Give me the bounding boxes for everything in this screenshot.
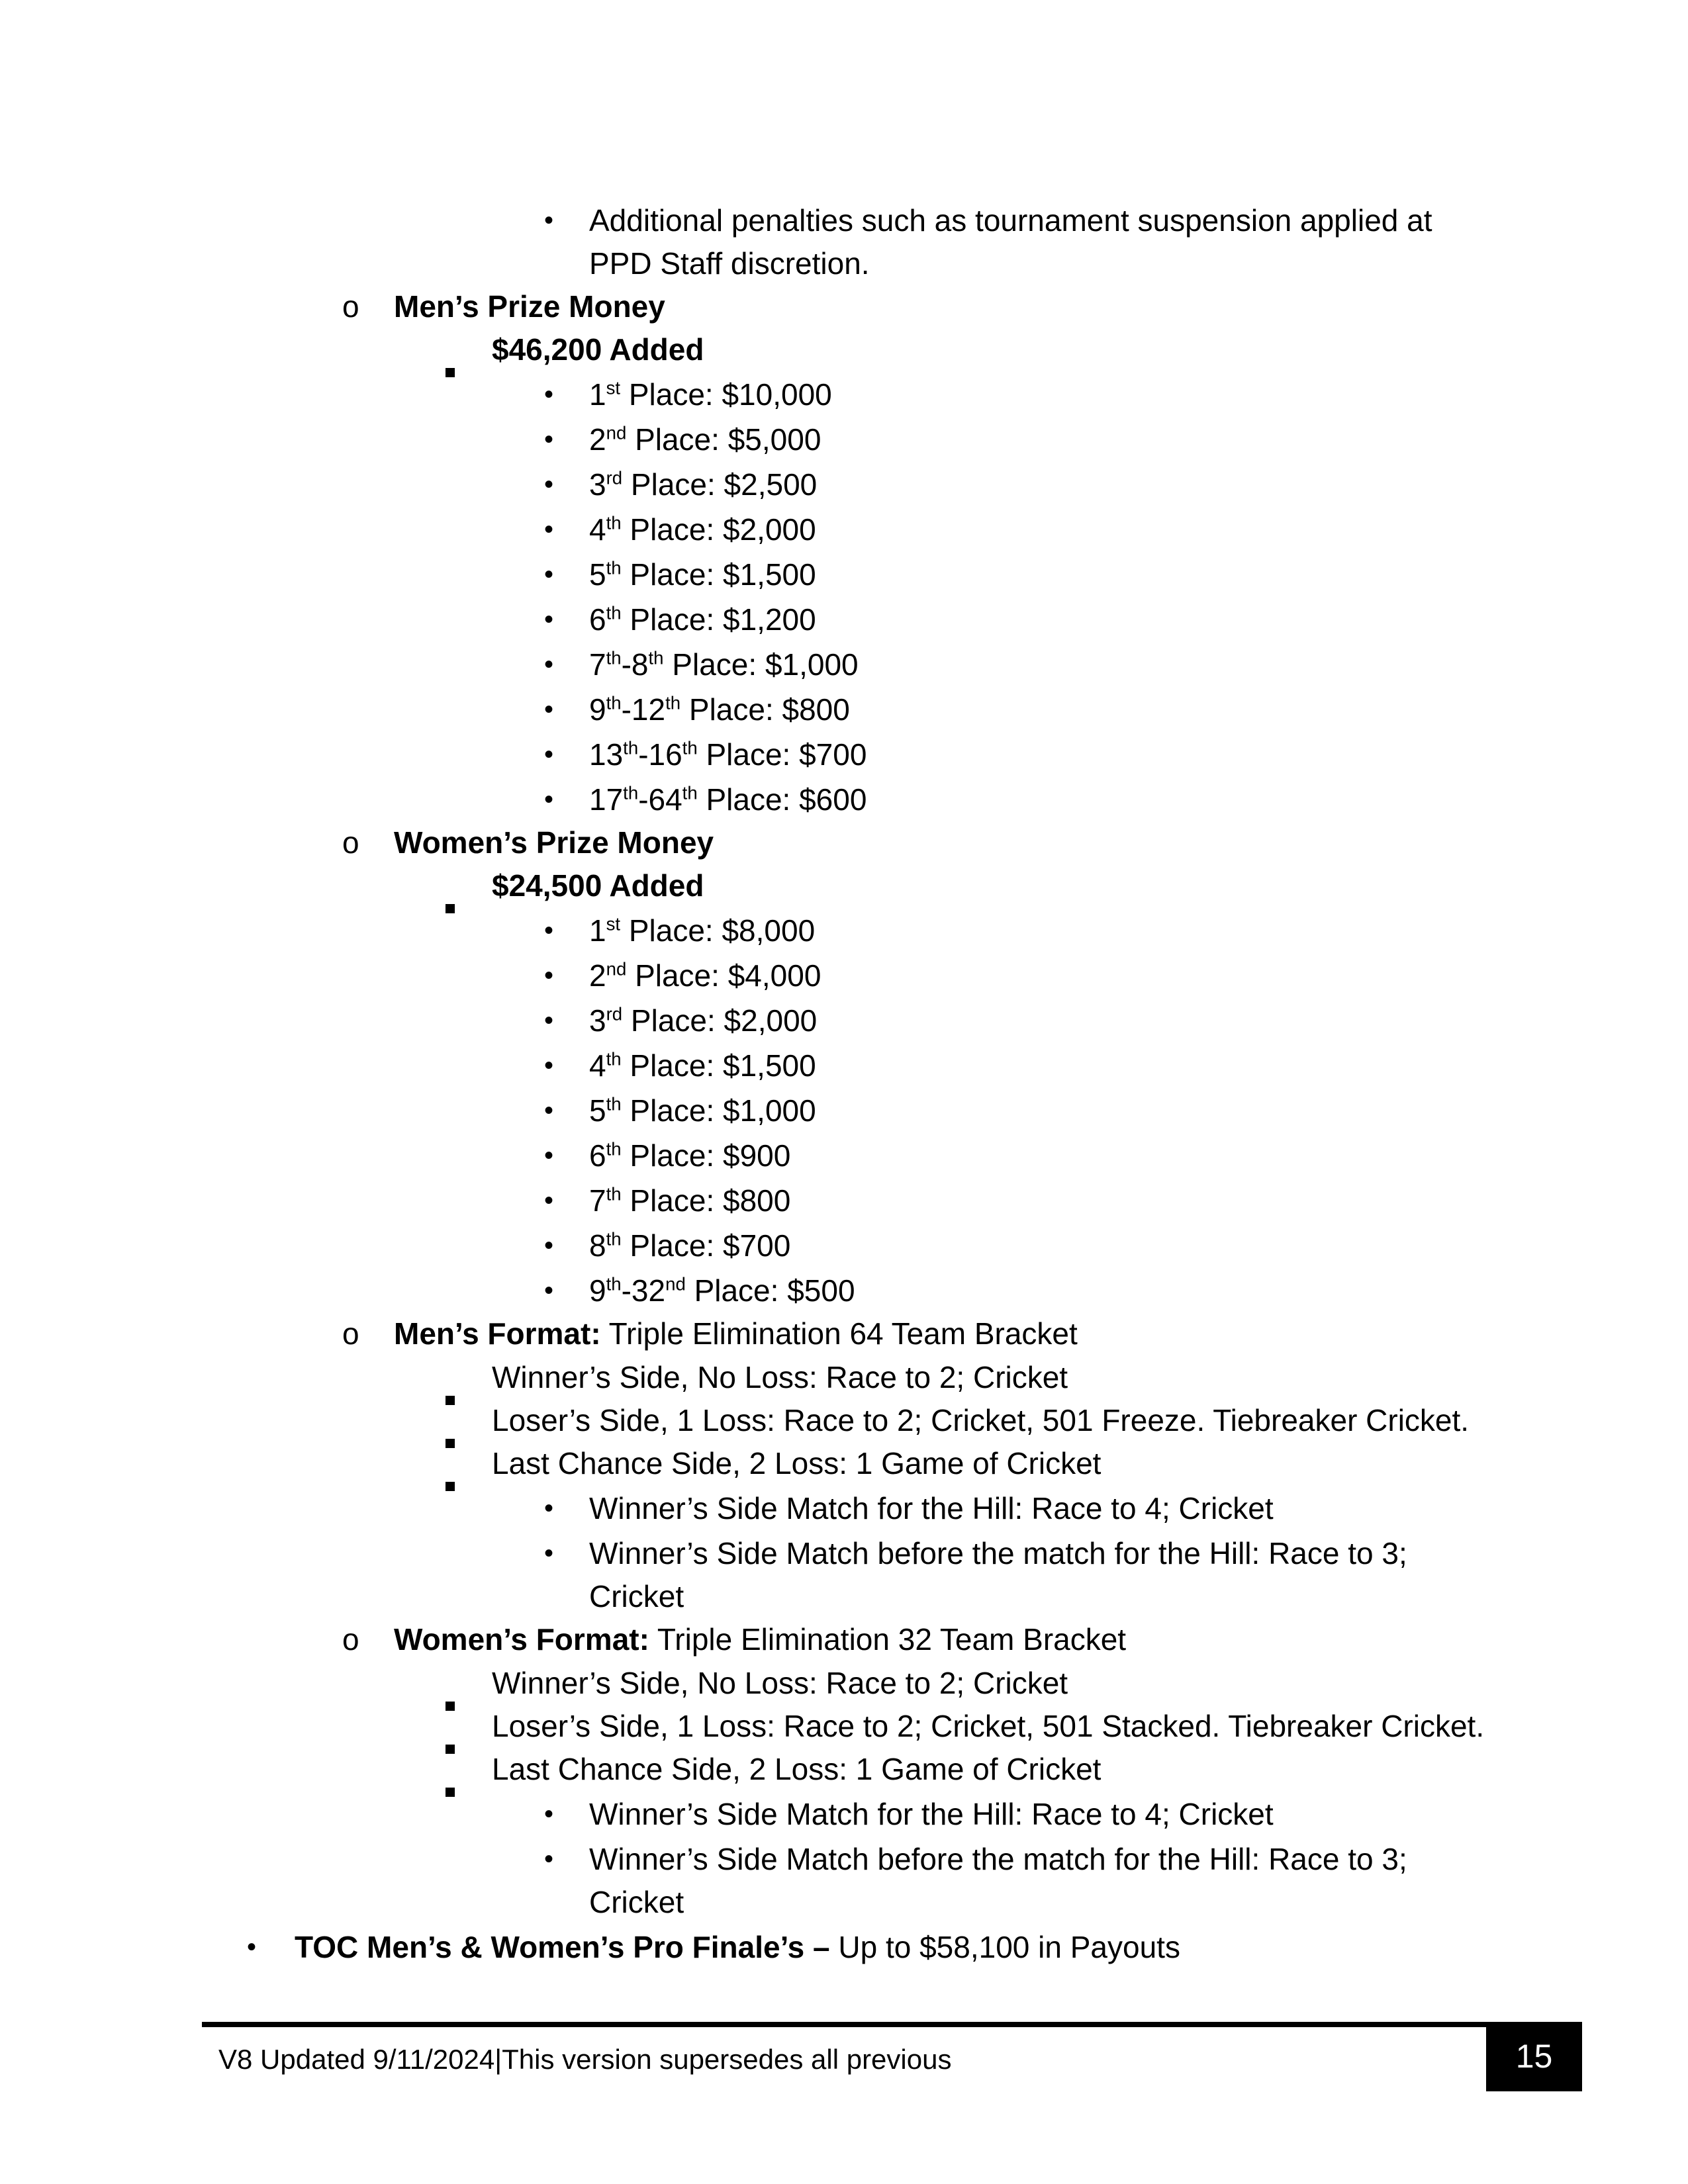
bullet-disc-icon: • bbox=[544, 1844, 554, 1874]
bullet-square-icon bbox=[440, 1398, 480, 1442]
section-heading-text: Women’s Prize Money bbox=[394, 825, 714, 860]
list-item-text: Winner’s Side Match before the match for the Hill: Race to 3; bbox=[589, 1536, 1407, 1570]
prize-row: • 3rd Place: $2,000 bbox=[589, 999, 817, 1042]
list-item-text: Loser’s Side, 1 Loss: Race to 2; Cricket, 501 Stacked. Tiebreaker Cricket. bbox=[492, 1709, 1485, 1743]
list-item-text: PPD Staff discretion. bbox=[589, 246, 870, 281]
bullet-disc-icon: • bbox=[544, 1799, 554, 1829]
bullet-ring-icon: o bbox=[342, 1316, 359, 1351]
prize-row: • 4th Place: $1,500 bbox=[589, 1044, 816, 1087]
section-heading-text: Men’s Prize Money bbox=[394, 289, 665, 324]
list-item-text: Additional penalties such as tournament suspension applied at bbox=[589, 203, 1432, 238]
bullet-disc-icon: • bbox=[544, 1096, 554, 1125]
bullet-disc-icon: • bbox=[544, 1276, 554, 1305]
prize-total: $24,500 Added bbox=[492, 868, 704, 903]
bullet-disc-icon: • bbox=[544, 916, 554, 945]
prize-row: • 7th-8th Place: $1,000 bbox=[589, 643, 859, 686]
bullet-disc-icon: • bbox=[544, 560, 554, 589]
list-item bbox=[544, 1486, 1274, 1530]
list-item bbox=[492, 864, 704, 907]
bullet-disc-icon: • bbox=[544, 470, 554, 499]
section-heading bbox=[342, 285, 665, 328]
bullet-square-icon bbox=[440, 1661, 480, 1705]
bullet-disc-icon: • bbox=[544, 650, 554, 679]
footer-version-text: V8 Updated 9/11/2024|This version supersedes all previous bbox=[218, 2044, 952, 2075]
bullet-ring-icon: o bbox=[342, 1622, 359, 1657]
prize-row: • 13th-16th Place: $700 bbox=[589, 733, 867, 776]
format-value: Triple Elimination 64 Team Bracket bbox=[600, 1316, 1078, 1351]
prize-row: • 2nd Place: $4,000 bbox=[589, 954, 821, 997]
list-item bbox=[492, 1355, 1068, 1399]
prize-total: $46,200 Added bbox=[492, 332, 704, 367]
bullet-disc-icon: • bbox=[544, 380, 554, 409]
bullet-square-icon bbox=[440, 864, 480, 907]
finale-label: TOC Men’s & Women’s Pro Finale’s – bbox=[295, 1930, 830, 1964]
list-item bbox=[544, 1792, 1274, 1836]
list-item-text: Cricket bbox=[589, 1885, 684, 1919]
section-heading bbox=[342, 821, 714, 864]
prize-row: • 7th Place: $800 bbox=[589, 1179, 790, 1222]
list-item bbox=[247, 1925, 1180, 1969]
bullet-disc-icon: • bbox=[544, 1186, 554, 1215]
list-item bbox=[492, 1398, 1469, 1442]
bullet-disc-icon: • bbox=[544, 1051, 554, 1080]
bullet-disc-icon: • bbox=[544, 695, 554, 724]
bullet-disc-icon: • bbox=[544, 1539, 554, 1568]
page-number: 15 bbox=[1486, 2022, 1582, 2091]
bullet-disc-icon: • bbox=[544, 515, 554, 544]
list-item bbox=[492, 1441, 1101, 1485]
bullet-disc-icon: • bbox=[544, 206, 554, 235]
prize-row: • 8th Place: $700 bbox=[589, 1224, 790, 1267]
format-label: Women’s Format: bbox=[394, 1622, 649, 1657]
bullet-disc-icon: • bbox=[247, 1933, 257, 1962]
bullet-square-icon bbox=[440, 1355, 480, 1399]
list-item-text: Winner’s Side, No Loss: Race to 2; Cricket bbox=[492, 1360, 1068, 1394]
bullet-disc-icon: • bbox=[544, 1141, 554, 1170]
bullet-square-icon bbox=[440, 1704, 480, 1748]
prize-row: • 9th-32nd Place: $500 bbox=[589, 1269, 855, 1312]
prize-row: • 2nd Place: $5,000 bbox=[589, 418, 821, 461]
prize-row: • 5th Place: $1,500 bbox=[589, 553, 816, 596]
list-item-text: Last Chance Side, 2 Loss: 1 Game of Cricket bbox=[492, 1446, 1102, 1480]
bullet-ring-icon: o bbox=[342, 289, 359, 324]
bullet-disc-icon: • bbox=[544, 1494, 554, 1523]
bullet-disc-icon: • bbox=[544, 961, 554, 990]
prize-row: • 6th Place: $1,200 bbox=[589, 598, 816, 641]
section-heading bbox=[342, 1617, 1127, 1661]
list-item bbox=[492, 1747, 1101, 1791]
list-item bbox=[492, 1661, 1068, 1705]
list-item bbox=[492, 1704, 1484, 1748]
list-item bbox=[544, 1531, 1407, 1575]
list-item bbox=[544, 1837, 1407, 1881]
list-item-continuation bbox=[589, 242, 870, 285]
bullet-disc-icon: • bbox=[544, 425, 554, 454]
list-item-text: Winner’s Side Match before the match for the Hill: Race to 3; bbox=[589, 1842, 1407, 1876]
prize-row: • 1st Place: $10,000 bbox=[589, 373, 832, 416]
prize-row: • 17th-64th Place: $600 bbox=[589, 778, 867, 821]
format-label: Men’s Format: bbox=[394, 1316, 601, 1351]
list-item-continuation bbox=[589, 1574, 684, 1618]
bullet-disc-icon: • bbox=[544, 1006, 554, 1035]
prize-row: • 5th Place: $1,000 bbox=[589, 1089, 816, 1132]
bullet-square-icon bbox=[440, 1747, 480, 1791]
list-item-text: Cricket bbox=[589, 1579, 684, 1614]
list-item-text: Loser’s Side, 1 Loss: Race to 2; Cricket, 501 Freeze. Tiebreaker Cricket. bbox=[492, 1403, 1470, 1437]
section-heading bbox=[342, 1312, 1078, 1355]
bullet-disc-icon: • bbox=[544, 605, 554, 634]
prize-row: • 3rd Place: $2,500 bbox=[589, 463, 817, 506]
footer-divider bbox=[202, 2022, 1582, 2027]
format-value: Triple Elimination 32 Team Bracket bbox=[649, 1622, 1127, 1657]
bullet-disc-icon: • bbox=[544, 740, 554, 769]
bullet-ring-icon: o bbox=[342, 825, 359, 860]
bullet-square-icon bbox=[440, 328, 480, 371]
list-item bbox=[492, 328, 704, 371]
list-item-text: Winner’s Side Match for the Hill: Race to 4; Cricket bbox=[589, 1797, 1274, 1831]
list-item-continuation bbox=[589, 1880, 684, 1924]
bullet-disc-icon: • bbox=[544, 785, 554, 814]
list-item-text: Winner’s Side Match for the Hill: Race to 4; Cricket bbox=[589, 1491, 1274, 1525]
bullet-square-icon bbox=[440, 1441, 480, 1485]
list-item-text: Winner’s Side, No Loss: Race to 2; Cricket bbox=[492, 1666, 1068, 1700]
finale-value: Up to $58,100 in Payouts bbox=[829, 1930, 1180, 1964]
prize-row: • 6th Place: $900 bbox=[589, 1134, 790, 1177]
bullet-disc-icon: • bbox=[544, 1231, 554, 1260]
list-item bbox=[544, 199, 1432, 242]
prize-row: • 9th-12th Place: $800 bbox=[589, 688, 850, 731]
prize-row: • 1st Place: $8,000 bbox=[589, 909, 815, 952]
list-item-text: Last Chance Side, 2 Loss: 1 Game of Cricket bbox=[492, 1752, 1102, 1786]
prize-row: • 4th Place: $2,000 bbox=[589, 508, 816, 551]
